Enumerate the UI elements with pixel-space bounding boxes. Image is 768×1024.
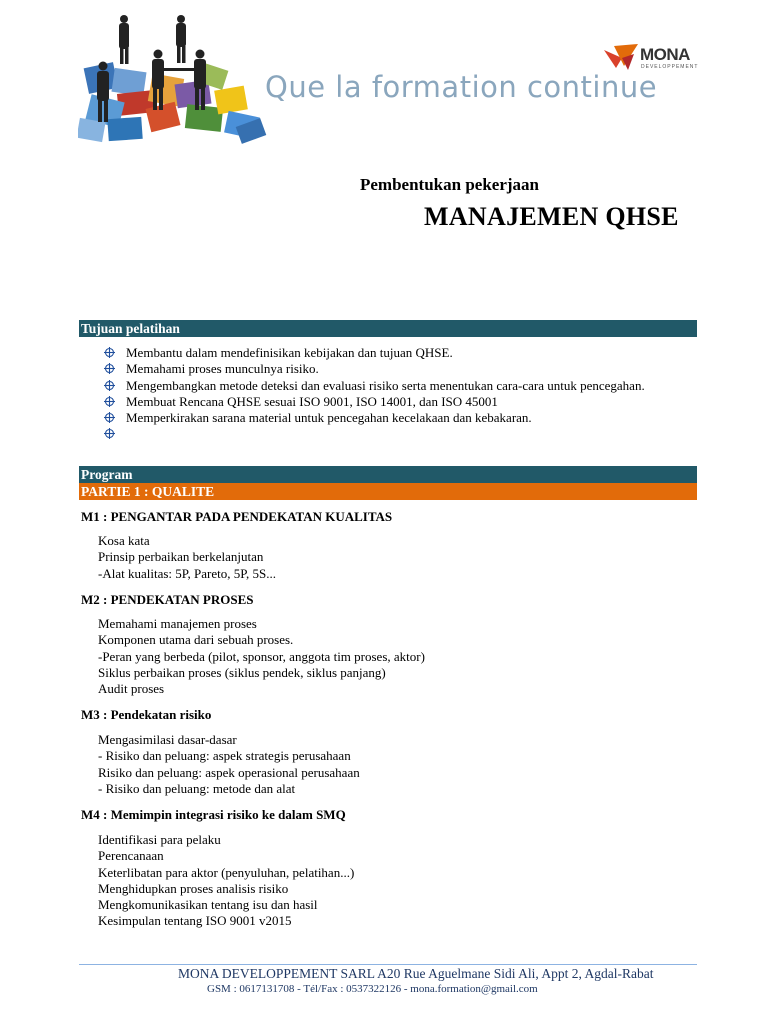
program-header: Program — [79, 466, 697, 483]
module-items — [98, 832, 354, 930]
logo-name: MONA — [640, 45, 690, 64]
part-header: PARTIE 1 : QUALITE — [79, 483, 697, 500]
objective-item — [104, 426, 664, 442]
module-item: Perencanaan — [98, 848, 164, 864]
module-item: Mengkomunikasikan tentang isu dan hasil — [98, 897, 318, 913]
course-title: MANAJEMEN QHSE — [424, 202, 679, 231]
module-item: - Risiko dan peluang: aspek strategis perusahaan — [98, 748, 351, 764]
objective-item — [104, 361, 664, 377]
module-item: Kesimpulan tentang ISO 9001 v2015 — [98, 913, 292, 929]
crosshair-bullet-icon — [104, 347, 115, 358]
module-item: Kosa kata — [98, 533, 150, 548]
module-item: Prinsip perbaikan berkelanjutan — [98, 549, 264, 565]
module-item: Menghidupkan proses analisis risiko — [98, 880, 289, 896]
objective-item — [104, 394, 664, 410]
module-items — [98, 533, 276, 582]
objectives-header: Tujuan pelatihan — [79, 320, 697, 337]
objective-item — [104, 410, 664, 426]
module-item: -Alat kualitas: 5P, Pareto, 5P, 5S... — [98, 565, 277, 581]
objective-text: Memahami proses munculnya risiko. — [126, 361, 319, 377]
objectives-list — [104, 345, 664, 442]
objective-text: Membantu dalam mendefinisikan kebijakan dan tujuan QHSE. — [126, 345, 453, 360]
crosshair-bullet-icon — [104, 396, 115, 407]
module-item: -Peran yang berbeda (pilot, sponsor, anggota tim proses, aktor) — [98, 648, 425, 664]
module-items — [98, 732, 360, 797]
module-title: M2 : PENDEKATAN PROSES — [81, 592, 254, 607]
module-item: Siklus perbaikan proses (siklus pendek, siklus panjang) — [98, 664, 386, 680]
crosshair-bullet-icon — [104, 428, 115, 439]
objective-text: Membuat Rencana QHSE sesuai ISO 9001, ISO 14001, dan ISO 45001 — [126, 393, 498, 409]
objective-text: Memperkirakan sarana material untuk pencegahan kecelakaan dan kebakaran. — [126, 410, 532, 426]
module-title: M1 : PENGANTAR PADA PENDEKATAN KUALITAS — [81, 509, 393, 524]
footer-divider — [79, 964, 697, 965]
module-item: Mengasimilasi dasar-dasar — [98, 732, 237, 747]
objective-item — [104, 378, 664, 394]
module-item: - Risiko dan peluang: metode dan alat — [98, 780, 296, 796]
logo-subtitle: DEVELOPPEMENT — [641, 64, 699, 70]
module-title: M4 : Memimpin integrasi risiko ke dalam SMQ — [81, 807, 346, 822]
objective-text: Mengembangkan metode deteksi dan evaluasi risiko serta menentukan cara-cara untuk pencegahan. — [126, 377, 645, 393]
crosshair-bullet-icon — [104, 412, 115, 423]
crosshair-bullet-icon — [104, 380, 115, 391]
module-item: Komponen utama dari sebuah proses. — [98, 632, 294, 648]
module-items — [98, 616, 425, 697]
module-item: Audit proses — [98, 681, 165, 697]
module-item: Keterlibatan para aktor (penyuluhan, pelatihan...) — [98, 864, 355, 880]
course-subtitle: Pembentukan pekerjaan — [360, 175, 539, 194]
footer-address: MONA DEVELOPPEMENT SARL A20 Rue Aguelmane Sidi Ali, Appt 2, Agdal-Rabat — [178, 966, 654, 981]
slogan-text: Que la formation continue — [265, 70, 658, 104]
module-item: Risiko dan peluang: aspek operasional perusahaan — [98, 764, 360, 780]
objective-item — [104, 345, 664, 361]
module-item: Memahami manajemen proses — [98, 616, 257, 631]
module-title: M3 : Pendekatan risiko — [81, 707, 212, 722]
crosshair-bullet-icon — [104, 363, 115, 374]
footer-contact: GSM : 0617131708 - Tél/Fax : 0537322126 - mona.formation@gmail.com — [207, 983, 538, 995]
module-item: Identifikasi para pelaku — [98, 832, 221, 847]
